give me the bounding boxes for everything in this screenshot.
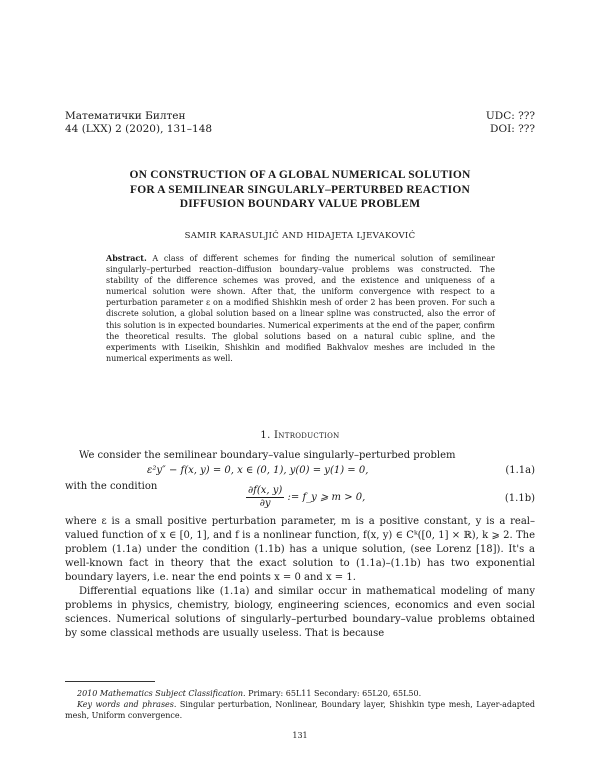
footnote-keywords [65,699,535,721]
page-number: 131 [292,731,308,740]
id-header [486,110,535,136]
equation-1-1a: ε²y″ − f(x, y) = 0, x ∈ (0, 1), y(0) = y(1) = 0, [147,465,369,476]
title-line: ON CONSTRUCTION OF A GLOBAL NUMERICAL SOLUTION [129,169,471,181]
abstract-label: Abstract. [106,253,147,263]
paper-title [60,168,540,212]
doi: DOI: ??? [490,123,535,135]
condition-text: with the condition [65,481,158,492]
abstract-text: A class of different schemes for finding the numerical solution of semilinear singularly–perturbed reaction–diffusion boundary–value problems was constructed. The stability of the difference schemes was proved, and the existence and uniqueness of a numerical solution were shown. After that, the uniform convergence with respect to a perturbation parameter ε on a modified Shishkin mesh of order 2 has been proven. For such a discrete solution, a global solution based on a linear spline was constructed, also the error of this solution is in expected boundaries. Numerical experiments at the end of the paper, confirm the theoretical results. The global solutions based on a natural cubic spline, and the experiments with Liseikin, Shishkin and modified Bakhvalov meshes are included in the numerical experiments as well. [106,254,495,363]
keywords-label: Key words and phrases. [77,700,177,709]
section-title: Introduction [274,430,340,441]
equation-1-1b [246,485,365,510]
title-line: FOR A SEMILINEAR SINGULARLY–PERTURBED REACTION [129,183,471,196]
section-number: 1. [260,430,271,441]
authors: SAMIR KARASULJIĆ AND HIDAJETA LJEVAKOVIĆ [184,231,416,241]
equation-label-1-1a: (1.1a) [505,465,535,476]
volume-pages: 44 (LXX) 2 (2020), 131–148 [65,123,213,135]
fraction-numerator: ∂f(x, y) [248,485,283,496]
equation-label-1-1b: (1.1b) [504,493,535,504]
intro-line: We consider the semilinear boundary–value singularly–perturbed problem [79,450,456,461]
footnote-rule [65,681,155,682]
footnote-msc [65,688,535,699]
abstract [106,253,495,364]
fraction-denominator: ∂y [259,498,271,509]
keywords-text: Singular perturbation, Nonlinear, Boundary layer, Shishkin type mesh, Layer-adapted mesh, Uniform convergence. [65,700,535,720]
udc: UDC: ??? [485,110,535,122]
journal-name: Математички Билтен [65,110,186,122]
msc-text: Primary: 65L11 Secondary: 65L20, 65L50. [248,689,422,698]
section-heading [60,430,540,441]
equation-rest: := f_y ⩾ m > 0, [287,492,366,503]
paragraph-1: where ε is a small positive perturbation parameter, m is a positive constant, y is a real–valued function of x ∈ [0, 1], and f is a nonlinear function, f(x, y) ∈ Cᵏ([0, 1] × ℝ), k ⩾ 2. The problem (1.1a) under the condition (1.1b) has a unique solution, (see Lorenz [18]). It's a well-known fact in theory that the exact solution to (1.1a)–(1.1b) has two exponential boundary layers, i.e. near the end points x = 0 and x = 1. [65,516,535,583]
journal-header [65,110,212,136]
title-line: DIFFUSION BOUNDARY VALUE PROBLEM [179,198,421,210]
msc-label: 2010 Mathematics Subject Classification. [77,689,246,698]
paragraph-2: Differential equations like (1.1a) and similar occur in mathematical modeling of many problems in physics, chemistry, biology, engineering sciences, economics and even social sciences. Numerical solutions of singularly–perturbed boundary–value problems obtained by some classical methods are usually useless. That is because [65,586,535,639]
partial-fraction [246,485,284,510]
